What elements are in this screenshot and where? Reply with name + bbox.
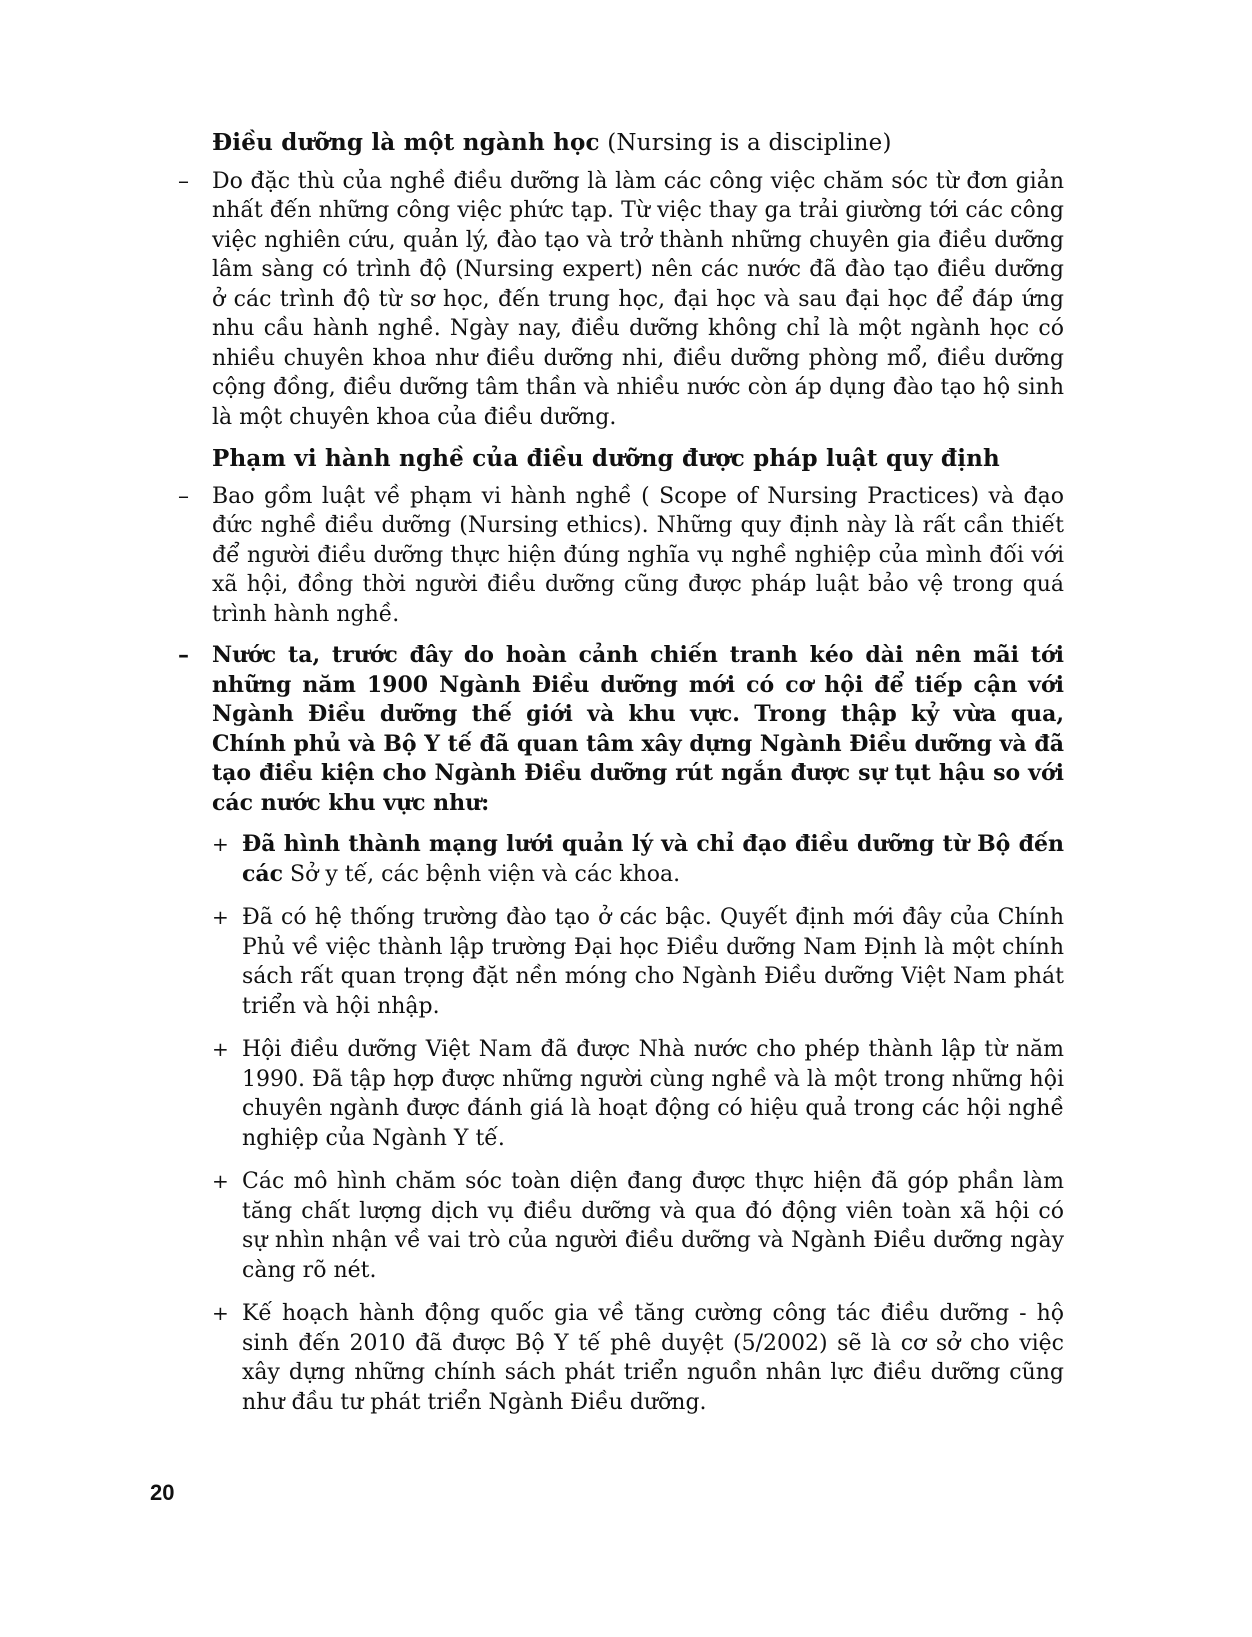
- paragraph-text: Nước ta, trước đây do hoàn cảnh chiến tranh kéo dài nên mãi tới những năm 1900 Ngành Điều dưỡng mới có cơ hội để tiếp cận với Ngành Điều dưỡng thế giới và khu vực. Trong thập kỷ vừa qua, Chính phủ và Bộ Y tế đã quan tâm xây dựng Ngành Điều dưỡng và đã tạo điều kiện cho Ngành Điều dưỡng rút ngắn được sự tụt hậu so với các nước khu vực như:: [212, 642, 1064, 816]
- list-item-text: Sở y tế, các bệnh viện và các khoa.: [283, 861, 681, 887]
- list-item-bold-text: Đã hình thành mạng lưới quản lý và chỉ đạo điều dưỡng từ Bộ đến các: [242, 831, 1064, 887]
- plus-marker: +: [212, 1037, 229, 1061]
- page-number: 20: [150, 1480, 175, 1505]
- plus-marker: +: [212, 1169, 229, 1193]
- list-item-text: Đã có hệ thống trường đào tạo ở các bậc. Quyết định mới đây của Chính Phủ về việc thành lập trường Đại học Điều dưỡng Nam Định là một chính sách rất quan trọng đặt nền móng cho Ngành Điều dưỡng Việt Nam phát triển và hội nhập.: [242, 905, 1064, 1019]
- page-content: [178, 128, 1064, 1431]
- dash-marker: –: [178, 168, 189, 194]
- section-heading-scope-of-practice: Phạm vi hành nghề của điều dưỡng được pháp luật quy định: [212, 445, 1000, 472]
- list-item-text: Các mô hình chăm sóc toàn diện đang được thực hiện đã góp phần làm tăng chất lượng dịch vụ điều dưỡng và qua đó động viên toàn xã hội có sự nhìn nhận về vai trò của người điều dưỡng và Ngành Điều dưỡng ngày càng rõ nét.: [242, 1169, 1064, 1283]
- plus-marker: +: [212, 905, 229, 929]
- dash-marker: –: [178, 642, 189, 668]
- plus-marker: +: [212, 1301, 229, 1325]
- paragraph-text: Bao gồm luật về phạm vi hành nghề ( Scope of Nursing Practices) và đạo đức nghề điều dưỡng (Nursing ethics). Những quy định này là rất cần thiết để người điều dưỡng thực hiện đúng nghĩa vụ nghề nghiệp của mình đối với xã hội, đồng thời người điều dưỡng cũng được pháp luật bảo vệ trong quá trình hành nghề.: [212, 483, 1064, 627]
- plus-marker: +: [212, 832, 229, 856]
- list-item: [212, 1299, 1064, 1417]
- achievements-list: [212, 830, 1064, 1417]
- paragraph-text: Do đặc thù của nghề điều dưỡng là làm các công việc chăm sóc từ đơn giản nhất đến những công việc phức tạp. Từ việc thay ga trải giường tới các công việc nghiên cứu, quản lý, đào tạo và trở thành những chuyên gia điều dưỡng lâm sàng có trình độ (Nursing expert) nên các nước đã đào tạo điều dưỡng ở các trình độ từ sơ học, đến trung học, đại học và sau đại học để đáp ứng nhu cầu hành nghề. Ngày nay, điều dưỡng không chỉ là một ngành học có nhiều chuyên khoa như điều dưỡng nhi, điều dưỡng phòng mổ, điều dưỡng cộng đồng, điều dưỡng tâm thần và nhiều nước còn áp dụng đào tạo hộ sinh là một chuyên khoa của điều dưỡng.: [212, 168, 1064, 430]
- list-item: [212, 1035, 1064, 1153]
- list-item: [212, 830, 1064, 889]
- dash-paragraph: [178, 482, 1064, 630]
- heading-normal-part: (Nursing is a discipline): [599, 130, 892, 156]
- list-item-text: Kế hoạch hành động quốc gia về tăng cường công tác điều dưỡng - hộ sinh đến 2010 đã được Bộ Y tế phê duyệt (5/2002) sẽ là cơ sở cho việc xây dựng những chính sách phát triển nguồn nhân lực điều dưỡng cũng như đầu tư phát triển Ngành Điều dưỡng.: [242, 1301, 1064, 1415]
- list-item-text: Hội điều dưỡng Việt Nam đã được Nhà nước cho phép thành lập từ năm 1990. Đã tập hợp được những người cùng nghề và là một trong những hội chuyên ngành được đánh giá là hoạt động có hiệu quả trong các hội nghề nghiệp của Ngành Y tế.: [242, 1037, 1064, 1151]
- dash-marker: –: [178, 483, 189, 509]
- dash-paragraph: [178, 641, 1064, 818]
- dash-paragraph: [178, 167, 1064, 433]
- heading-bold-part: Điều dưỡng là một ngành học: [212, 129, 600, 156]
- section-heading-nursing-discipline: [212, 128, 1064, 159]
- list-item: [212, 1167, 1064, 1285]
- list-item: [212, 903, 1064, 1021]
